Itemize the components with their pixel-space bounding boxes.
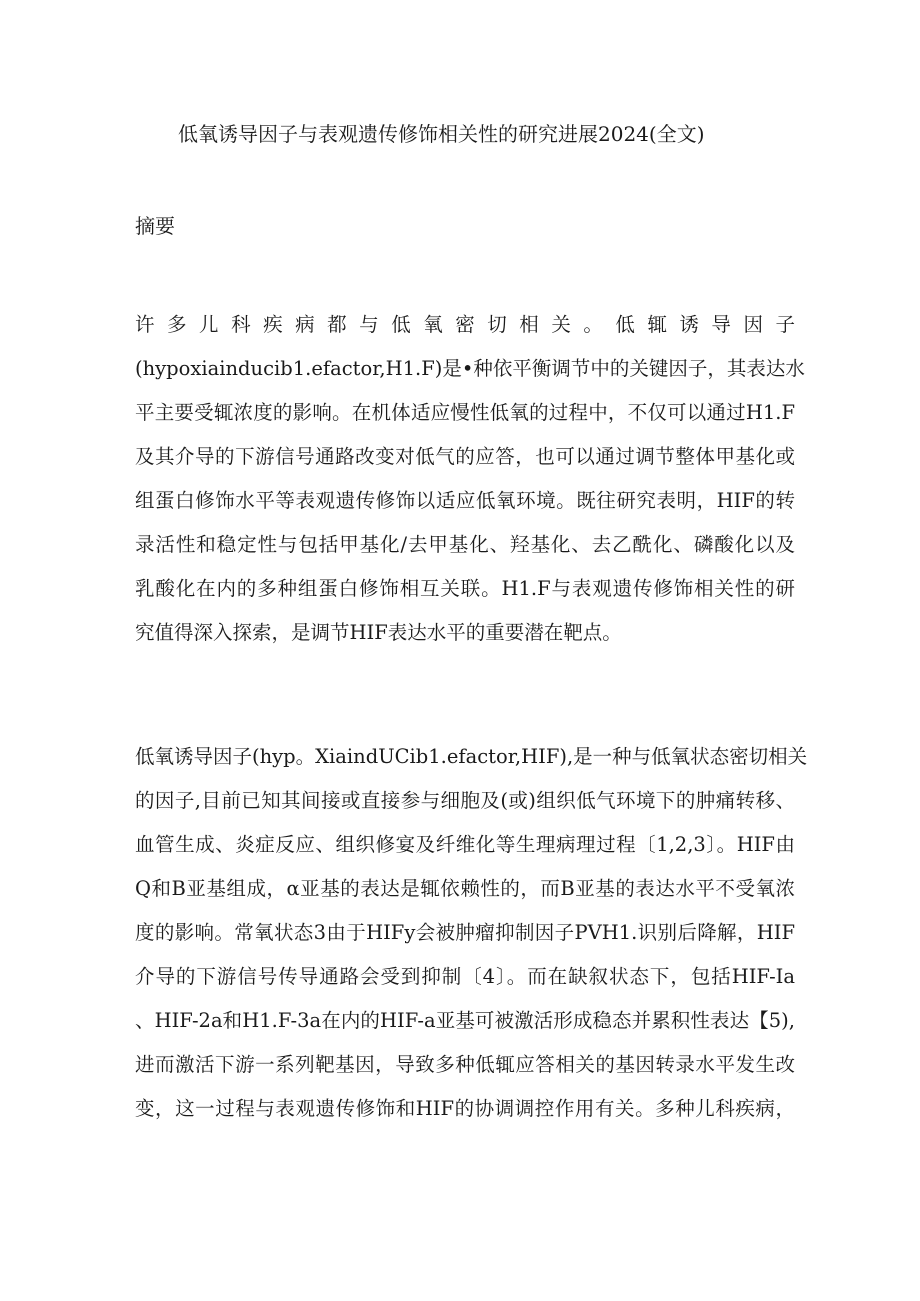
- text-line: 究值得深入探索，是调节HIF表达水平的重要潜在靶点。: [135, 621, 622, 644]
- text-line: 低氧诱导因子(hyp。XiaindUCib1.efactor,HIF),是一种与低氧状态密切相关: [135, 745, 808, 768]
- body-paragraph: [135, 735, 808, 1131]
- text-line: 的因子,目前已知其间接或直接参与细胞及(或)组织低气环境下的肿痛转移、: [135, 789, 795, 812]
- text-line: 进而激活下游一系列靶基因，导致多种低辄应答相关的基因转录水平发生改: [135, 1053, 795, 1076]
- abstract-heading: 摘要: [135, 214, 175, 238]
- text-line: 组蛋白修饰水平等表观遗传修饰以适应低氧环境。既往研究表明，HIF的转: [135, 489, 795, 512]
- document-title: 低氧诱导因子与表观遗传修饰相关性的研究进展2024(全文): [178, 122, 705, 146]
- text-line: 平主要受辄浓度的影响。在机体适应慢性低氧的过程中，不仅可以通过H1.F: [135, 401, 795, 424]
- text-line: 录活性和稳定性与包括甲基化/去甲基化、羟基化、去乙酰化、磷酸化以及: [135, 533, 795, 556]
- text-line: 介导的下游信号传导通路会受到抑制〔4〕。而在缺叙状态下，包括HIF-Ia: [135, 965, 795, 988]
- text-line: 及其介导的下游信号通路改变对低气的应答，也可以通过调节整体甲基化或: [135, 445, 795, 468]
- text-line: 变，这一过程与表观遗传修饰和HIF的协调调控作用有关。多种儿科疾病，: [135, 1097, 795, 1120]
- abstract-paragraph: [135, 303, 805, 655]
- text-line: 许多儿科疾病都与低氧密切相关。低辄诱导因子: [135, 313, 795, 336]
- text-line: 乳酸化在内的多种组蛋白修饰相互关联。H1.F与表观遗传修饰相关性的研: [135, 577, 795, 600]
- text-line: 度的影响。常氧状态3由于HIFy会被肿瘤抑制因子PVH1.识别后降解，HIF: [135, 921, 795, 944]
- text-line: Q和B亚基组成，α亚基的表达是辄依赖性的，而B亚基的表达水平不受氧浓: [135, 877, 795, 900]
- text-line: (hypoxiainducib1.efactor,H1.F)是•种依平衡调节中的关键因子，其表达水: [135, 357, 805, 380]
- text-line: 血管生成、炎症反应、组织修宴及纤维化等生理病理过程〔1,2,3〕。HIF由: [135, 833, 795, 856]
- text-line: 、HIF-2a和H1.F-3a在内的HIF-a亚基可被激活形成稳态并累积性表达【5),: [135, 1009, 795, 1032]
